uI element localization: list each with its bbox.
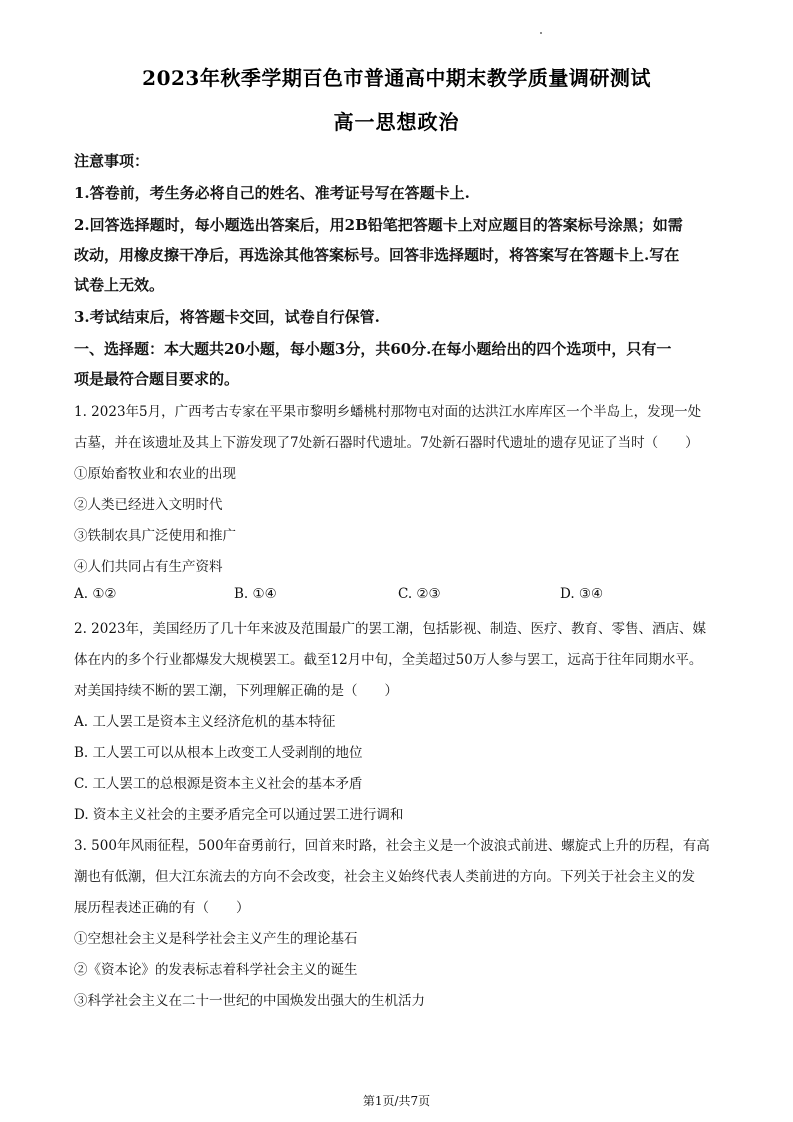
- question-1-option-a: A. ①②: [74, 586, 117, 602]
- question-1-statement-4: ④人们共同占有生产资料: [74, 559, 223, 575]
- question-2-stem-line-3: 对美国持续不断的罢工潮，下列理解正确的是（ ）: [74, 683, 398, 699]
- page-number: 第1页/共7页: [362, 1094, 431, 1108]
- question-3-stem-line-1: 3. 500年风雨征程，500年奋勇前行，回首来时路，社会主义是一个波浪式前进、螺旋式上升的历程，有高: [74, 838, 710, 854]
- scan-mark: [540, 32, 542, 34]
- notice-item-2-line-1: 2.回答选择题时，每小题选出答案后，用2B铅笔把答题卡上对应题目的答案标号涂黑；如需: [74, 216, 683, 234]
- question-3-statement-2: ②《资本论》的发表标志着科学社会主义的诞生: [74, 962, 358, 978]
- notice-item-2-line-2: 改动，用橡皮擦干净后，再选涂其他答案标号。回答非选择题时，将答案写在答题卡上.写在: [74, 246, 680, 264]
- question-2-option-c: C. 工人罢工的总根源是资本主义社会的基本矛盾: [74, 776, 363, 792]
- section-1-instructions-line-2: 项是最符合题目要求的。: [74, 370, 240, 388]
- question-3-statement-1: ①空想社会主义是科学社会主义产生的理论基石: [74, 931, 358, 947]
- question-2-option-d: D. 资本主义社会的主要矛盾完全可以通过罢工进行调和: [74, 807, 404, 823]
- exam-title: 2023年秋季学期百色市普通高中期末教学质量调研测试: [142, 66, 651, 90]
- question-2-stem-line-1: 2. 2023年，美国经历了几十年来波及范围最广的罢工潮，包括影视、制造、医疗、教育、零售、酒店、媒: [74, 621, 707, 637]
- question-1-option-b: B. ①④: [234, 586, 277, 602]
- notice-item-3: 3.考试结束后，将答题卡交回，试卷自行保管.: [74, 308, 380, 326]
- notice-item-1: 1.答卷前，考生务必将自己的姓名、准考证号写在答题卡上.: [74, 184, 470, 202]
- question-2-option-a: A. 工人罢工是资本主义经济危机的基本特征: [74, 714, 336, 730]
- question-1-statement-1: ①原始畜牧业和农业的出现: [74, 466, 236, 482]
- question-1-option-d: D. ③④: [560, 586, 604, 602]
- question-2-option-b: B. 工人罢工可以从根本上改变工人受剥削的地位: [74, 745, 363, 761]
- notice-item-2-line-3: 试卷上无效。: [74, 276, 165, 294]
- question-3-stem-line-2: 潮也有低潮，但大江东流去的方向不会改变，社会主义始终代表人类前进的方向。下列关于社会主义的发: [74, 869, 695, 885]
- question-2-stem-line-2: 体在内的多个行业都爆发大规模罢工。截至12月中旬，全美超过50万人参与罢工，远高于往年同期水平。: [74, 652, 703, 668]
- question-1-statement-3: ③铁制农具广泛使用和推广: [74, 528, 236, 544]
- question-1-option-c: C. ②③: [398, 586, 441, 602]
- section-1-instructions-line-1: 一、选择题：本大题共20小题，每小题3分，共60分.在每小题给出的四个选项中，只有一: [74, 340, 672, 358]
- question-1-stem-line-1: 1. 2023年5月，广西考古专家在平果市黎明乡蟠桃村那物屯对面的达洪江水库库区一个半岛上，发现一处: [74, 404, 702, 420]
- exam-subject: 高一思想政治: [333, 110, 460, 134]
- question-1-stem-line-2: 古墓，并在该遗址及其上下游发现了7处新石器时代遗址。7处新石器时代遗址的遗存见证了当时（ ）: [74, 435, 699, 451]
- notice-heading: 注意事项：: [74, 152, 150, 170]
- question-3-stem-line-3: 展历程表述正确的有（ ）: [74, 900, 250, 916]
- question-1-statement-2: ②人类已经进入文明时代: [74, 497, 223, 513]
- question-3-statement-3: ③科学社会主义在二十一世纪的中国焕发出强大的生机活力: [74, 993, 425, 1009]
